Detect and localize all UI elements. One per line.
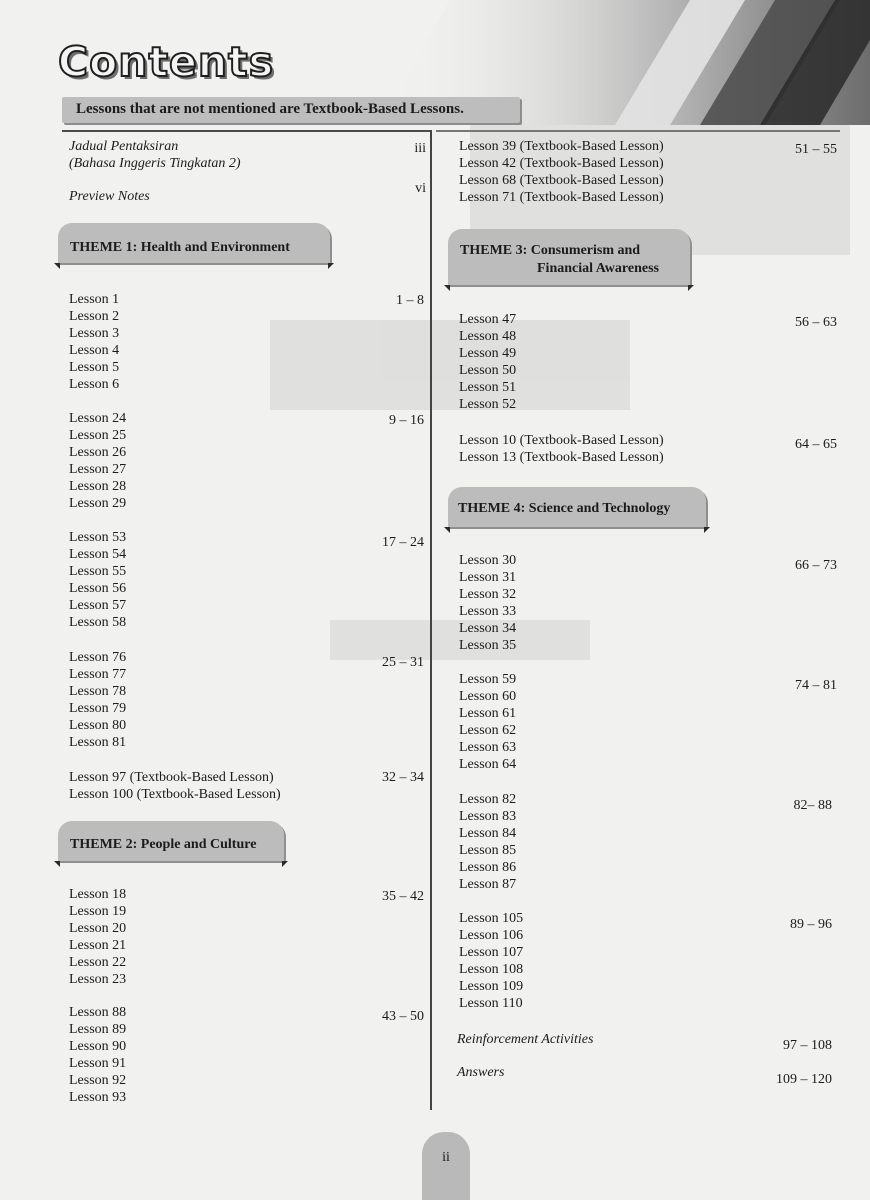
note-banner-text: Lessons that are not mentioned are Textbook-Based Lessons.: [76, 101, 464, 117]
lesson-item: Lesson 13 (Textbook-Based Lesson): [459, 450, 664, 465]
lesson-item: Lesson 57: [69, 598, 127, 613]
lesson-item: Lesson 3: [69, 326, 120, 341]
page-number: vi: [415, 181, 426, 196]
lesson-item: Lesson 81: [69, 735, 127, 750]
lesson-item: Lesson 90: [69, 1039, 127, 1054]
lesson-item: Lesson 19: [69, 904, 127, 919]
lesson-item: Lesson 107: [459, 945, 524, 960]
lesson-item: Lesson 86: [459, 860, 517, 875]
lesson-item: Lesson 48: [459, 329, 517, 344]
lesson-item: Lesson 6: [69, 377, 120, 392]
lesson-item: Lesson 61: [459, 706, 517, 721]
lesson-item: Lesson 23: [69, 972, 127, 987]
lesson-item: Lesson 77: [69, 667, 127, 682]
lesson-item: Lesson 63: [459, 740, 517, 755]
lesson-item: Lesson 110: [459, 996, 523, 1011]
theme-3-label-line-2: Financial Awareness: [537, 261, 659, 276]
lesson-item: Lesson 25: [69, 428, 127, 443]
page-range: 66 – 73: [795, 558, 837, 573]
lesson-item: Lesson 88: [69, 1005, 127, 1020]
theme-4-label: THEME 4: Science and Technology: [458, 501, 671, 516]
lesson-item: Lesson 32: [459, 587, 517, 602]
page-range: 1 – 8: [396, 293, 424, 308]
theme-3-tab: [448, 229, 690, 285]
lesson-item: Lesson 87: [459, 877, 517, 892]
lesson-item: Lesson 80: [69, 718, 127, 733]
page-range: 89 – 96: [790, 917, 832, 932]
page-number-tab: [422, 1132, 470, 1200]
theme-3-label-line-1: THEME 3: Consumerism and: [460, 243, 641, 258]
front-matter-item: Preview Notes: [69, 189, 150, 204]
theme-1-tab: [58, 223, 330, 263]
lesson-item: Lesson 35: [459, 638, 517, 653]
lesson-item: Lesson 18: [69, 887, 127, 902]
back-matter-item: Answers: [457, 1065, 505, 1080]
lesson-item: Lesson 26: [69, 445, 127, 460]
lesson-item: Lesson 58: [69, 615, 127, 630]
note-banner: [62, 97, 520, 123]
lesson-item: Lesson 5: [69, 360, 120, 375]
lesson-item: Lesson 24: [69, 411, 127, 426]
lesson-item: Lesson 49: [459, 346, 517, 361]
lesson-item: Lesson 28: [69, 479, 127, 494]
lesson-item: Lesson 54: [69, 547, 127, 562]
lesson-item: Lesson 20: [69, 921, 127, 936]
lesson-item: Lesson 92: [69, 1073, 127, 1088]
lesson-item: Lesson 85: [459, 843, 517, 858]
lesson-item: Lesson 33: [459, 604, 517, 619]
front-matter-item: Jadual Pentaksiran: [69, 139, 179, 154]
theme-2-label: THEME 2: People and Culture: [70, 837, 257, 852]
page-number: ii: [442, 1150, 450, 1165]
lesson-item: Lesson 89: [69, 1022, 127, 1037]
lesson-item: Lesson 83: [459, 809, 517, 824]
lesson-item: Lesson 71 (Textbook-Based Lesson): [459, 190, 664, 205]
lesson-item: Lesson 1: [69, 292, 120, 307]
back-matter-item: Reinforcement Activities: [457, 1032, 594, 1047]
lesson-item: Lesson 31: [459, 570, 517, 585]
lesson-item: Lesson 91: [69, 1056, 127, 1071]
front-matter-item: (Bahasa Inggeris Tingkatan 2): [69, 156, 241, 171]
lesson-item: Lesson 93: [69, 1090, 127, 1105]
lesson-item: Lesson 2: [69, 309, 120, 324]
page-range: 17 – 24: [382, 535, 424, 550]
lesson-item: Lesson 4: [69, 343, 120, 358]
lesson-item: Lesson 55: [69, 564, 127, 579]
page-range: 56 – 63: [795, 315, 837, 330]
page-range: 25 – 31: [382, 655, 424, 670]
page-range: 51 – 55: [795, 142, 837, 157]
theme-4-tab: [448, 487, 706, 527]
lesson-item: Lesson 64: [459, 757, 517, 772]
lesson-item: Lesson 47: [459, 312, 517, 327]
lesson-item: Lesson 84: [459, 826, 517, 841]
lesson-item: Lesson 34: [459, 621, 517, 636]
lesson-item: Lesson 50: [459, 363, 517, 378]
page-range: 35 – 42: [382, 889, 424, 904]
lesson-item: Lesson 51: [459, 380, 517, 395]
lesson-item: Lesson 42 (Textbook-Based Lesson): [459, 156, 664, 171]
page-range: 74 – 81: [795, 678, 837, 693]
lesson-item: Lesson 105: [459, 911, 524, 926]
page-title: Contents: [58, 38, 275, 86]
lesson-item: Lesson 27: [69, 462, 127, 477]
lesson-item: Lesson 106: [459, 928, 524, 943]
lesson-item: Lesson 76: [69, 650, 127, 665]
lesson-item: Lesson 109: [459, 979, 524, 994]
column-divider: [430, 130, 432, 1110]
lesson-item: Lesson 10 (Textbook-Based Lesson): [459, 433, 664, 448]
lesson-item: Lesson 97 (Textbook-Based Lesson): [69, 770, 274, 785]
theme-1-label: THEME 1: Health and Environment: [70, 240, 290, 255]
lesson-item: Lesson 108: [459, 962, 524, 977]
lesson-item: Lesson 21: [69, 938, 127, 953]
page-range: 32 – 34: [382, 770, 424, 785]
theme-2-tab: [58, 821, 284, 861]
lesson-item: Lesson 59: [459, 672, 517, 687]
lesson-item: Lesson 68 (Textbook-Based Lesson): [459, 173, 664, 188]
page-range: 43 – 50: [382, 1009, 424, 1024]
header-rule-right: [436, 130, 840, 132]
lesson-item: Lesson 62: [459, 723, 517, 738]
page-number: iii: [414, 141, 426, 156]
lesson-item: Lesson 53: [69, 530, 127, 545]
lesson-item: Lesson 22: [69, 955, 127, 970]
page-range: 64 – 65: [795, 437, 837, 452]
lesson-item: Lesson 29: [69, 496, 127, 511]
page-range: 97 – 108: [783, 1038, 832, 1053]
lesson-item: Lesson 78: [69, 684, 127, 699]
header-rule-left: [62, 130, 430, 132]
lesson-item: Lesson 100 (Textbook-Based Lesson): [69, 787, 281, 802]
page-range: 9 – 16: [389, 413, 424, 428]
lesson-item: Lesson 82: [459, 792, 517, 807]
lesson-item: Lesson 52: [459, 397, 517, 412]
page-range: 82– 88: [793, 798, 832, 813]
lesson-item: Lesson 39 (Textbook-Based Lesson): [459, 139, 664, 154]
page-range: 109 – 120: [776, 1072, 832, 1087]
lesson-item: Lesson 30: [459, 553, 517, 568]
lesson-item: Lesson 79: [69, 701, 127, 716]
lesson-item: Lesson 60: [459, 689, 517, 704]
lesson-item: Lesson 56: [69, 581, 127, 596]
